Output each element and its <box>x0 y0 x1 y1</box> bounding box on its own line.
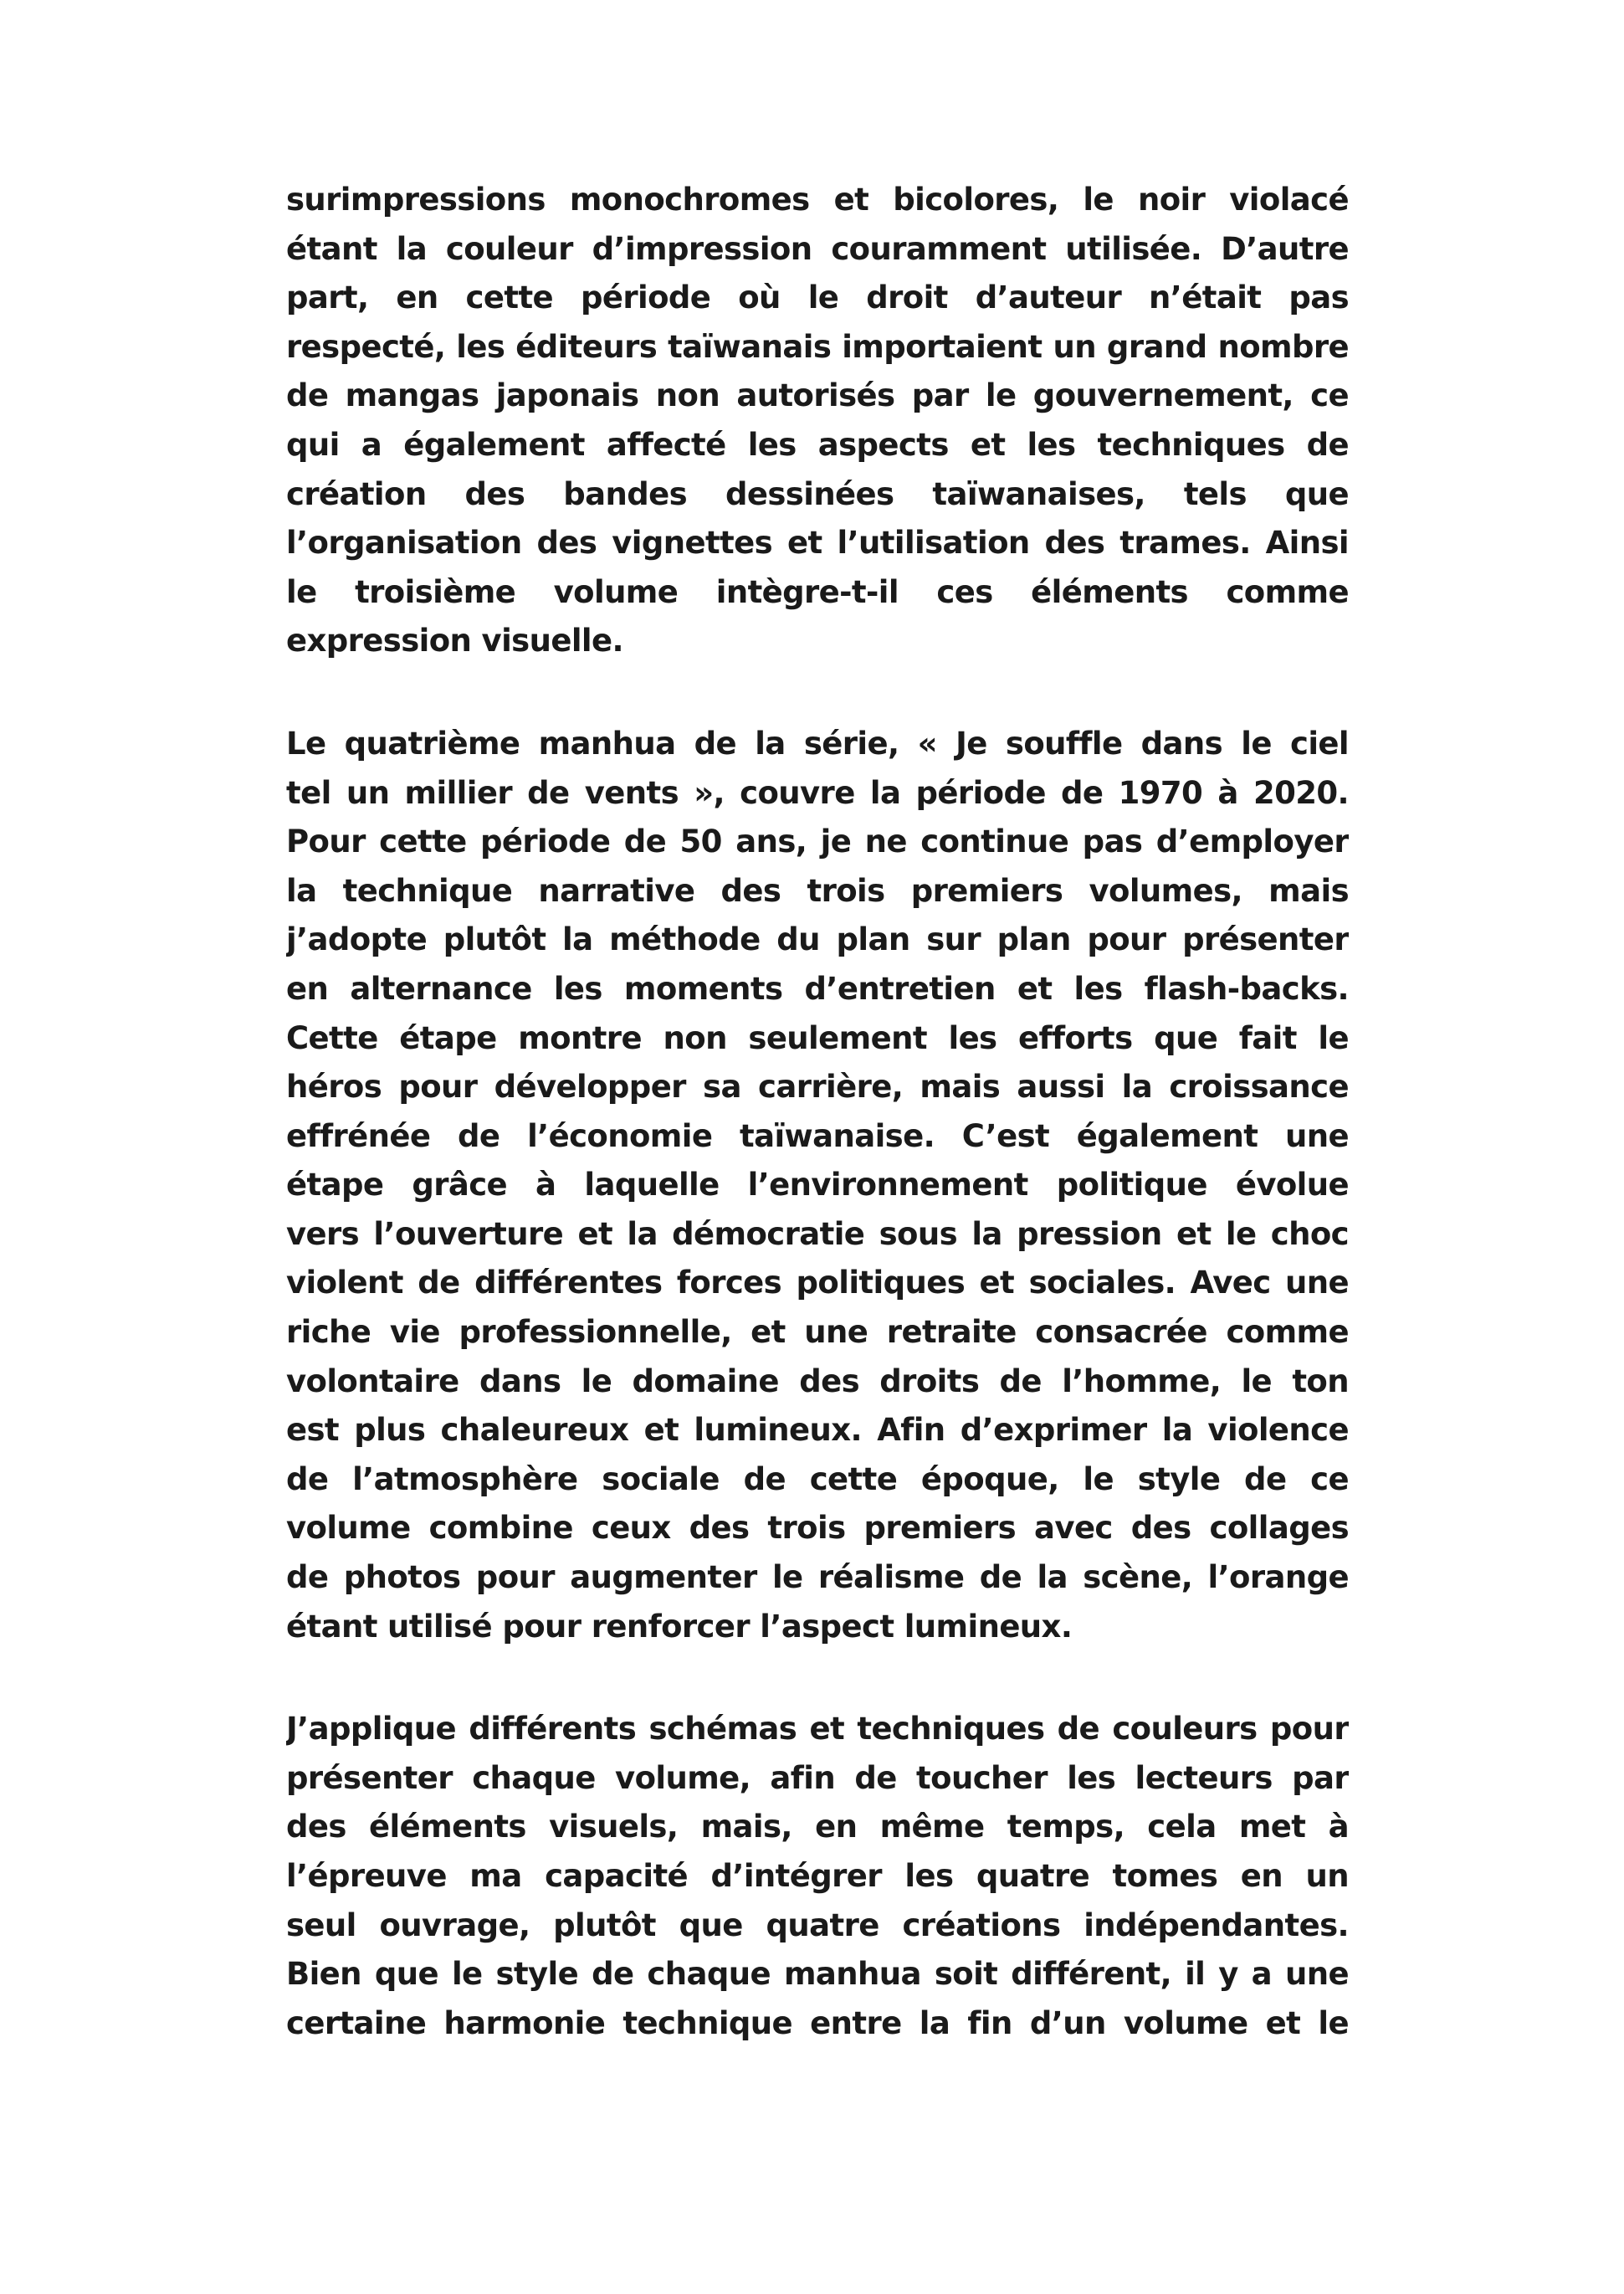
text-line: surimpressions monochromes et bicolores, le noir violacé <box>286 182 1349 218</box>
paragraph-3 <box>286 1705 1349 2048</box>
text-line: l’organisation des vignettes et l’utilisation des trames. Ainsi <box>286 525 1349 562</box>
text-line: Pour cette période de 50 ans, je ne continue pas d’employer <box>286 824 1349 860</box>
text-line: vers l’ouverture et la démocratie sous la pression et le choc <box>286 1215 1349 1252</box>
text-line: effrénée de l’économie taïwanaise. C’est également une <box>286 1117 1349 1154</box>
text-line: qui a également affecté les aspects et les techniques de <box>286 426 1349 463</box>
text-line: volontaire dans le domaine des droits de l’homme, le ton <box>286 1363 1349 1399</box>
text-line: l’épreuve ma capacité d’intégrer les quatre tomes en un <box>286 1858 1349 1894</box>
text-line: Cette étape montre non seulement les efforts que fait le <box>286 1019 1349 1056</box>
text-line: Bien que le style de chaque manhua soit différent, il y a une <box>286 1956 1349 1993</box>
text-line: des éléments visuels, mais, en même temps, cela met à <box>286 1809 1349 1845</box>
text-line: présenter chaque volume, afin de toucher les lecteurs par <box>286 1759 1349 1796</box>
text-line: expression visuelle. <box>286 623 623 659</box>
text-line: J’applique différents schémas et techniques de couleurs pour <box>286 1711 1349 1747</box>
text-line: respecté, les éditeurs taïwanais importaient un grand nombre <box>286 328 1349 365</box>
text-line: en alternance les moments d’entretien et les flash-backs. <box>286 970 1349 1007</box>
text-line: riche vie professionnelle, et une retraite consacrée comme <box>286 1314 1349 1351</box>
paragraph-2 <box>286 720 1349 1651</box>
text-line: de mangas japonais non autorisés par le gouvernement, ce <box>286 377 1349 414</box>
text-line: de l’atmosphère sociale de cette époque, le style de ce <box>286 1460 1349 1497</box>
text-line: est plus chaleureux et lumineux. Afin d’exprimer la violence <box>286 1412 1349 1449</box>
text-line: création des bandes dessinées taïwanaises, tels que <box>286 475 1349 512</box>
text-line: de photos pour augmenter le réalisme de la scène, l’orange <box>286 1559 1349 1596</box>
text-line: étant la couleur d’impression couramment utilisée. D’autre <box>286 230 1349 267</box>
text-line: Le quatrième manhua de la série, « Je souffle dans le ciel <box>286 725 1349 762</box>
text-line: j’adopte plutôt la méthode du plan sur plan pour présenter <box>286 921 1349 958</box>
text-line: héros pour développer sa carrière, mais aussi la croissance <box>286 1069 1349 1106</box>
text-line: étape grâce à laquelle l’environnement politique évolue <box>286 1167 1349 1203</box>
text-line: violent de différentes forces politiques et sociales. Avec une <box>286 1265 1349 1301</box>
text-line: le troisième volume intègre-t-il ces éléments comme <box>286 573 1349 610</box>
text-line: la technique narrative des trois premiers volumes, mais <box>286 872 1349 909</box>
text-line: part, en cette période où le droit d’auteur n’était pas <box>286 280 1349 316</box>
text-line: tel un millier de vents », couvre la période de 1970 à 2020. <box>286 774 1349 811</box>
document-page <box>286 176 1349 2102</box>
text-line: seul ouvrage, plutôt que quatre créations indépendantes. <box>286 1907 1349 1943</box>
text-line: certaine harmonie technique entre la fin d’un volume et le <box>286 2004 1349 2041</box>
text-line: volume combine ceux des trois premiers avec des collages <box>286 1510 1349 1547</box>
paragraph-1 <box>286 176 1349 666</box>
text-line: étant utilisé pour renforcer l’aspect lumineux. <box>286 1608 1073 1645</box>
